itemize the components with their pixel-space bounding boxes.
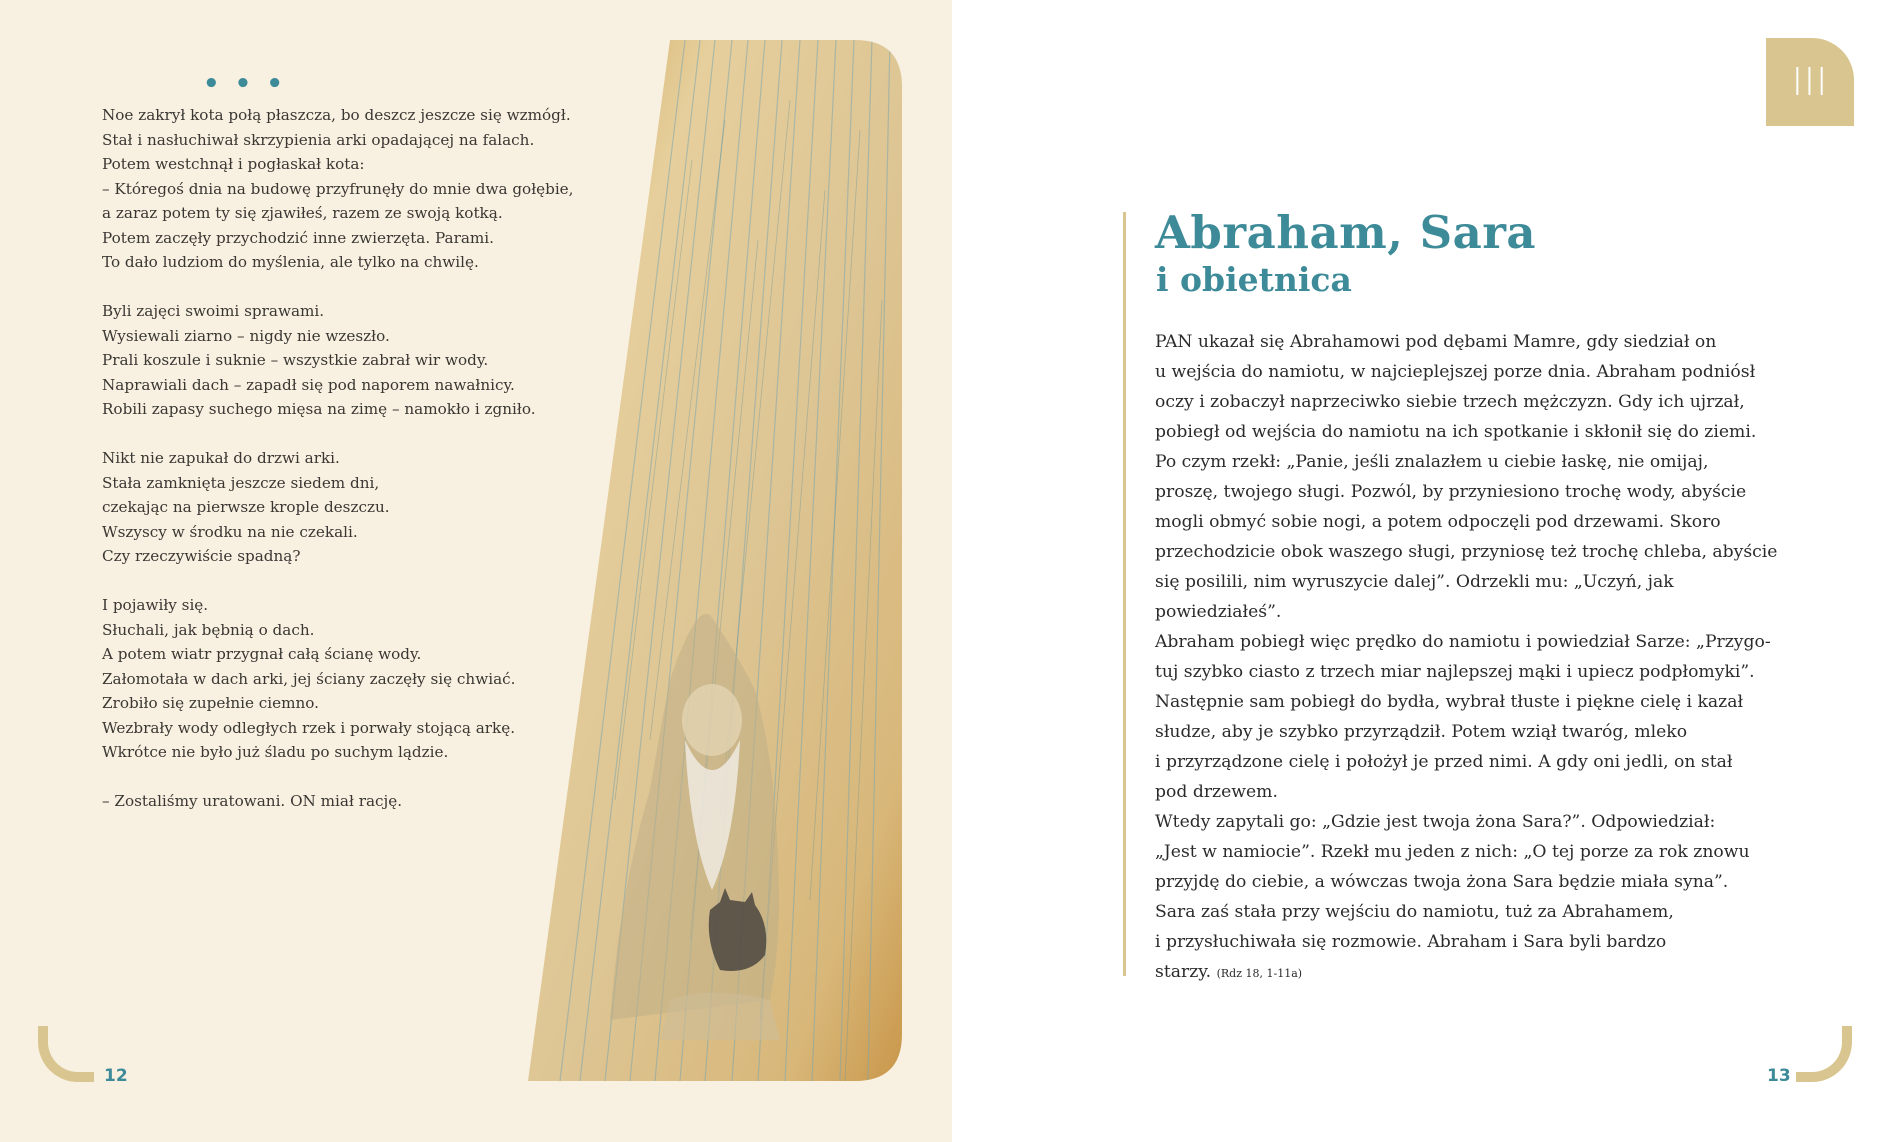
story-line: tuj szybko ciasto z trzech miar najlepszej mąki i upiecz podpłomyki”.	[1155, 662, 1755, 682]
noah-rain-illustration	[520, 40, 902, 1081]
poem-line: a zaraz potem ty się zjawiłeś, razem ze swoją kotką.	[102, 204, 503, 222]
poem-line: To dało ludziom do myślenia, ale tylko na chwilę.	[102, 253, 479, 271]
story-line: się posilili, nim wyruszycie dalej”. Odrzekli mu: „Uczyń, jak	[1155, 572, 1674, 592]
story-line: PAN ukazał się Abrahamowi pod dębami Mamre, gdy siedział on	[1155, 332, 1717, 352]
page-number-left: 12	[104, 1066, 128, 1086]
poem-stanza-5	[102, 789, 582, 814]
story-line: przyjdę do ciebie, a wówczas twoja żona Sara będzie miała syna”.	[1155, 872, 1729, 892]
poem-line: Wszyscy w środku na nie czekali.	[102, 522, 358, 541]
poem-line: Prali koszule i suknie – wszystkie zabrał wir wody.	[102, 351, 489, 369]
poem-line: – Zostaliśmy uratowani. ON miał rację.	[102, 792, 403, 810]
story-line: i przyrządzone cielę i położył je przed nimi. A gdy oni jedli, on stał	[1155, 752, 1733, 772]
story-line: oczy i zobaczył naprzeciwko siebie trzech mężczyzn. Gdy ich ujrzał,	[1155, 392, 1745, 412]
poem-line: Zrobiło się zupełnie ciemno.	[102, 694, 320, 712]
poem-line: Wkrótce nie było już śladu po suchym lądzie.	[102, 743, 449, 761]
story-line: powiedziałeś”.	[1155, 602, 1282, 622]
story-line: Abraham pobiegł więc prędko do namiotu i powiedział Sarze: „Przygo-	[1155, 632, 1771, 652]
poem-line: Byli zajęci swoimi sprawami.	[102, 302, 325, 320]
story-last-word: starzy.	[1155, 962, 1212, 982]
poem-line: – Któregoś dnia na budowę przyfrunęły do mnie dwa gołębie,	[102, 179, 574, 198]
story-subtitle: i obietnica	[1156, 260, 1352, 299]
story-line: Sara zaś stała przy wejściu do namiotu, tuż za Abrahamem,	[1155, 902, 1674, 922]
chapter-numeral: III	[1791, 60, 1829, 104]
story-line: Po czym rzekł: „Panie, jeśli znalazłem u ciebie łaskę, nie omijaj,	[1155, 452, 1709, 472]
poem-stanza-4	[102, 593, 582, 765]
story-line: u wejścia do namiotu, w najcieplejszej porze dnia. Abraham podniósł	[1155, 362, 1756, 382]
poem-line: Wysiewali ziarno – nigdy nie wzeszło.	[102, 326, 390, 345]
poem-line: Stała zamknięta jeszcze siedem dni,	[102, 473, 380, 492]
poem-line: Stał i nasłuchiwał skrzypienia arki opadającej na falach.	[102, 130, 535, 149]
poem-line: Załomotała w dach arki, jej ściany zaczęły się chwiać.	[102, 669, 516, 688]
story-line: pod drzewem.	[1155, 782, 1278, 802]
story-line: Następnie sam pobiegł do bydła, wybrał tłuste i piękne cielę i kazał	[1155, 692, 1744, 712]
story-title: Abraham, Sara	[1155, 206, 1537, 259]
story-line: proszę, twojego sługi. Pozwól, by przyniesiono trochę wody, abyście	[1155, 482, 1747, 502]
poem	[102, 103, 582, 838]
poem-line: I pojawiły się.	[102, 596, 209, 614]
poem-line: Robili zapasy suchego mięsa na zimę – namokło i zgniło.	[102, 400, 536, 418]
poem-line: Wezbrały wody odległych rzek i porwały stojącą arkę.	[102, 718, 516, 737]
story-last-line	[1155, 957, 1795, 989]
story-line: i przysłuchiwała się rozmowie. Abraham i Sara byli bardzo	[1155, 932, 1667, 952]
story-line: „Jest w namiocie”. Rzekł mu jeden z nich: „O tej porze za rok znowu	[1155, 842, 1750, 862]
chapter-tab	[1766, 38, 1854, 126]
story-line: przechodzicie obok waszego sługi, przyniosę też trochę chleba, abyście	[1155, 542, 1778, 562]
story-text	[1155, 327, 1795, 989]
story-line: słudze, aby je szybko przyrządził. Potem wziął twaróg, mleko	[1155, 722, 1688, 742]
story-line: pobiegł od wejścia do namiotu na ich spotkanie i skłonił się do ziemi.	[1155, 422, 1757, 442]
poem-line: Naprawiali dach – zapadł się pod naporem nawałnicy.	[102, 375, 515, 394]
poem-line: Potem zaczęły przychodzić inne zwierzęta. Parami.	[102, 228, 494, 247]
scripture-reference: (Rdz 18, 1-11a)	[1216, 967, 1303, 980]
poem-line: Czy rzeczywiście spadną?	[102, 547, 301, 565]
corner-bracket-left	[38, 1026, 94, 1082]
poem-stanza-1	[102, 103, 582, 275]
page-number-right: 13	[1767, 1066, 1791, 1086]
poem-line: Noe zakrył kota połą płaszcza, bo deszcz jeszcze się wzmógł.	[102, 106, 571, 124]
poem-line: Nikt nie zapukał do drzwi arki.	[102, 449, 340, 467]
poem-line: Słuchali, jak bębnią o dach.	[102, 620, 315, 639]
poem-line: Potem westchnął i pogłaskał kota:	[102, 155, 365, 173]
poem-stanza-2	[102, 299, 582, 422]
accent-rule	[1123, 212, 1126, 976]
story-line: Wtedy zapytali go: „Gdzie jest twoja żona Sara?”. Odpowiedział:	[1155, 812, 1716, 832]
poem-stanza-3	[102, 446, 582, 569]
ornament-dots: • • •	[203, 69, 286, 99]
story-line: mogli obmyć sobie nogi, a potem odpoczęli pod drzewami. Skoro	[1155, 512, 1721, 532]
poem-line: A potem wiatr przygnał całą ścianę wody.	[102, 645, 422, 663]
poem-line: czekając na pierwsze krople deszczu.	[102, 498, 390, 516]
